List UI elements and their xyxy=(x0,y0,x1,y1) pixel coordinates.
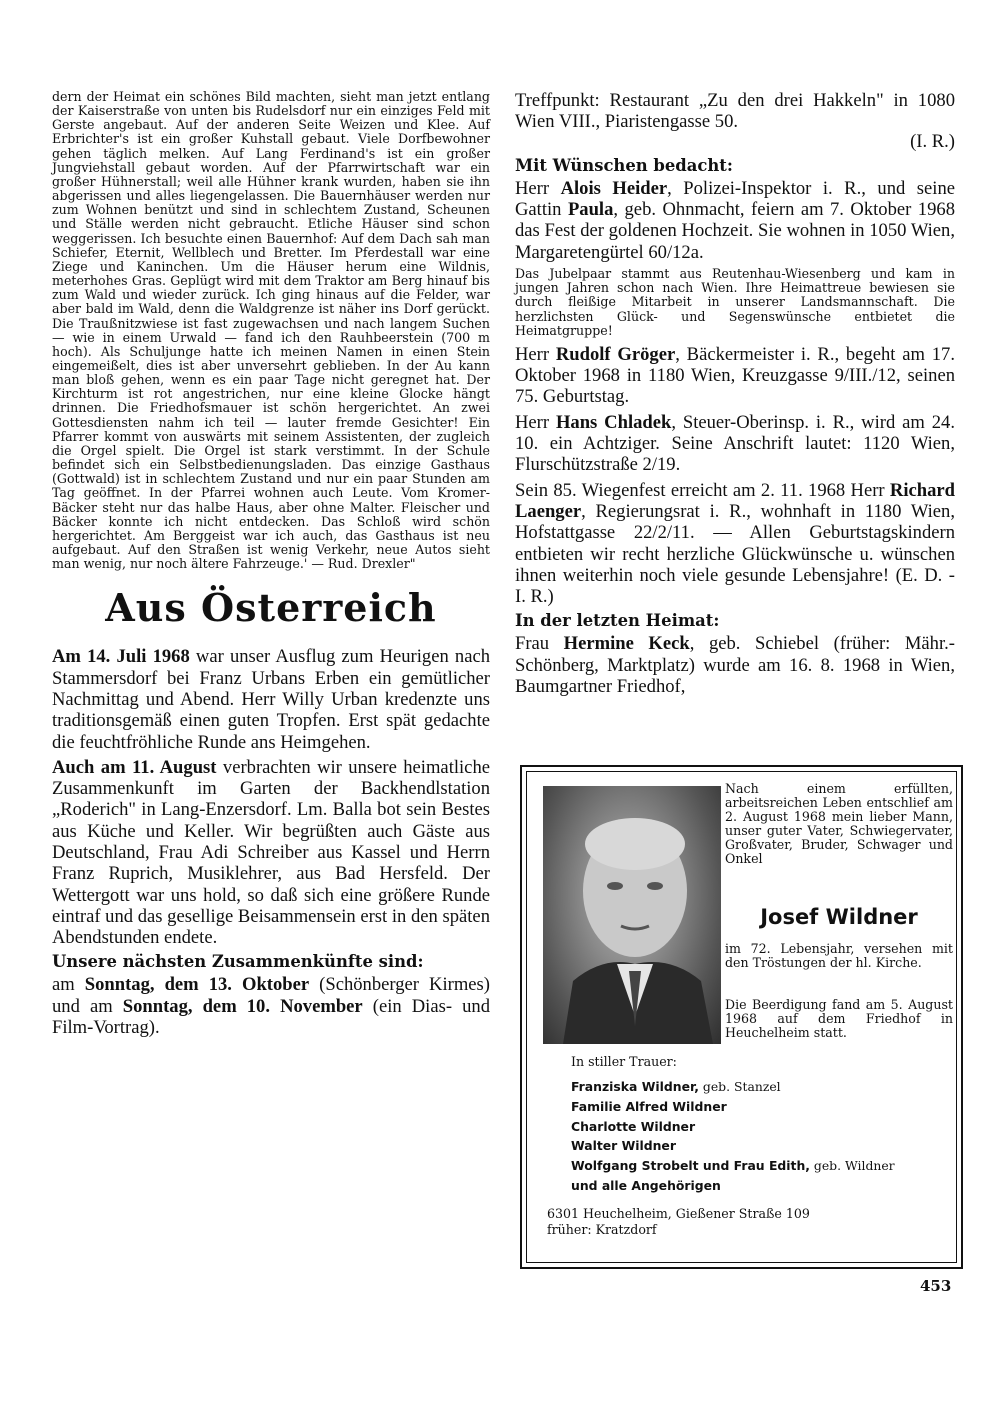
wishes-heading: Mit Wünschen bedacht: xyxy=(515,155,733,175)
paragraph-july-outing: Am 14. Juli 1968 war unser Ausflug zum Heurigen nach Stammersdorf bei Franz Urbans Erben ein gemütlicher Nachmittag und Abend. Herr Willy Urban kredenzte uns traditionsgemäß einen guten Tropfen. Erst spät gedachte die feuchtfröhliche Runde ans Heimgehen. xyxy=(52,646,491,753)
list-item: und alle Angehörigen xyxy=(571,1177,721,1193)
next-meetings-text: am Sonntag, dem 13. Oktober (Schönberger Kirmes) und am Sonntag, dem 10. November (ein Dias- und Film-Vortrag). xyxy=(52,974,490,1039)
left-column xyxy=(52,90,490,1042)
list-item: Charlotte Wildner xyxy=(571,1118,696,1134)
travel-report-text: dern der Heimat ein schönes Bild machten, sieht man jetzt entlang der Kaiserstraße von unten bis Rudelsdorf nur ein einziges Feld mit Gerste angebaut. Auf der anderen Seite Weizen und Klee. Auf Erbrichter's ist ein großer Kuhstall gebaut. Viele Dorfbewohner gehen täglich melken. Auf Lang Ferdinand's ist ein großer Jungviehstall gebaut worden. Auf der Pfarrwirtschaft war ein großer Hühnerstall; weil alle Hühner krank wurden, haben sie ihn abgerissen und alles liegengelassen. Die Bauernhäuser werden nur zum Wohnen benützt und sind in schlechtem Zustand, Scheunen und Ställe werden nicht gebraucht. Etliche Häuser sind schon weggerissen. Ich besuchte einen Bauernhof: Auf dem Dach sah man Schiefer, Eternit, Wellblech und Bretter. Im Pferdestall war eine Ziege und Kaninchen. Um die Häuser herum eine Wildnis, meterhohes Gras. Geplügt wird mit dem Traktor am Berg hinauf bis zum Wald und wieder zurück. Ich ging hinaus auf die Felder, war aber bald im Wald, denn die Waldgrenze ist näher ins Dorf gerückt. Die Traußnitzwiese ist fast zugewachsen und nach langem Suchen — wie in einem Urwald — fand ich den Rauhbeerstein (700 m hoch). Als Schuljunge hatte ich meinen Namen in einen Stein eingemeißelt, dies ist aber unversehrt geblieben. In der Au kann man bloß gehen, wenn es ein paar Tage nicht geregnet hat. Der Kirchturm ist rot angestrichen, nur eine kleine Glocke hängt drinnen. Die Friedhofsmauer ist schön hergerichtet. An zwei Gottesdiensten nahm ich teil — lauter fremde Gesichter! Ein Pfarrer kommt von auswärts mit seinem Assistenten, der zugleich die Orgel spielt. Die Orgel ist stark verstimmt. In der Schule befindet sich ein Selbstbedienungsladen. Das einzige Gasthaus (Gottwald) ist in schlechtem Zustand und nur ein paar Stunden am Tag geöffnet. In der Pfarrei wohnen auch Leute. Vom Kromer-Bäcker steht nur das halbe Haus, aber ohne Malter. Fleischer und Bäcker konnte ich nicht entdecken. Das Schloß wird schön hergerichtet. Am Berggeist war ich auch, das Gasthaus ist neu aufgebaut. Auf den Straßen ist wenig Verkehr, neue Autos sieht man wenig, nur noch ältere Fahrzeuge.' — Rud. Drexler" xyxy=(52,89,490,572)
next-meetings-heading: Unsere nächsten Zusammenkünfte sind: xyxy=(52,952,424,972)
deceased-name: Josef Wildner xyxy=(760,905,918,929)
paragraph-august-meeting: Auch am 11. August verbrachten wir unsere heimatliche Zusammenkunft im Garten der Backhendlstation „Roderich" in Lang-Enzersdorf. Lm. Balla bot sein Bestes aus Küche und Keller. Wir begrüßten auch Gäste aus Deutschland, Frau Adi Schreiber aus Kassel und Herrn Franz Ruprich, Musiklehrer, aus Bad Hersfeld. Der Wettergott war uns hold, so daß sich eine größere Runde eintraf und das gesellige Beisammensein erst in den späten Abendstunden endete. xyxy=(52,756,490,949)
entry-birthday-chladek: Herr Hans Chladek, Steuer-Oberinsp. i. R., wird am 24. 10. ein Achtziger. Seine Anschrift lautet: 1120 Wien, Flurschützstraße 2/19. xyxy=(515,411,955,476)
death-notice-inner-frame xyxy=(526,771,957,1263)
meeting-point-signature: (I. R.) xyxy=(910,130,955,152)
entry-birthday-laenger: Sein 85. Wiegenfest erreicht am 2. 11. 1968 Herr Richard Laenger, Regierungsrat i. R., wohnhaft in 1180 Wien, Hofstattgasse 22/2/11. — Allen Geburtstagskindern entbieten wir recht herzliche Glückwünsche u. wünschen ihnen weiterhin noch viele gesunde Lebensjahre! (E. D. - I. R.) xyxy=(515,479,955,608)
entry-birthday-groeger: Herr Rudolf Gröger, Bäckermeister i. R., begeht am 17. Oktober 1968 in 1180 Wien, Kreuzgasse 9/III./12, seinen 75. Geburtstag. xyxy=(515,343,956,408)
mourners-list xyxy=(571,1077,895,1196)
list-item: Wolfgang Strobelt und Frau Edith, geb. Wildner xyxy=(571,1158,895,1174)
death-notice xyxy=(520,765,963,1269)
date-bold: Am 14. Juli 1968 xyxy=(52,646,190,668)
entry-golden-wedding: Herr Alois Heider, Polizei-Inspektor i. R., und seine Gattin Paula, geb. Ohnmacht, feiern am 7. Oktober 1968 das Fest der goldenen Hochzeit. Sie wohnen in 1050 Wien, Margaretengürtel 60/12a. xyxy=(515,177,956,263)
list-item: Franziska Wildner, geb. Stanzel xyxy=(571,1079,781,1094)
section-headline-austria: Aus Österreich xyxy=(105,585,437,631)
page-number: 453 xyxy=(920,1277,952,1295)
meeting-point-text: Treffpunkt: Restaurant „Zu den drei Hakkeln" in 1080 Wien VIII., Piaristengasse 50. xyxy=(515,90,955,133)
obituary-heading: In der letzten Heimat: xyxy=(515,611,720,631)
list-item: Familie Alfred Wildner xyxy=(571,1098,727,1114)
entry-obituary-keck: Frau Hermine Keck, geb. Schiebel (früher: Mähr.-Schönberg, Marktplatz) wurde am 16. 8. 1968 in Wien, Baumgartner Friedhof, xyxy=(515,633,955,698)
notice-age: im 72. Lebensjahr, versehen mit den Tröstungen der hl. Kirche. xyxy=(725,941,953,971)
notice-burial: Die Beerdigung fand am 5. August 1968 auf dem Friedhof in Heuchelheim statt. xyxy=(725,997,953,1041)
mourning-label: In stiller Trauer: xyxy=(571,1054,677,1069)
notice-intro: Nach einem erfüllten, arbeitsreichen Leben entschlief am 2. August 1968 mein lieber Mann, unser guter Vater, Schwiegervater, Großvater, Bruder, Schwager und Onkel xyxy=(725,781,953,867)
portrait-illustration xyxy=(543,786,721,1044)
list-item: Walter Wildner xyxy=(571,1138,676,1154)
portrait-photo xyxy=(543,786,721,1044)
right-column xyxy=(515,90,955,701)
golden-wedding-note: Das Jubelpaar stammt aus Reutenhau-Wiesenberg und kam in jungen Jahren schon nach Wien. Ihre Heimattreue bewiesen sie durch fleißige Mitarbeit in unserer Landsmannschaft. Die herzlichsten Glück- und Segenswünsche entbietet die Heimatgruppe! xyxy=(515,266,955,338)
notice-address: 6301 Heuchelheim, Gießener Straße 109 früher: Kratzdorf xyxy=(547,1206,810,1237)
date-bold: Auch am 11. August xyxy=(52,756,217,778)
